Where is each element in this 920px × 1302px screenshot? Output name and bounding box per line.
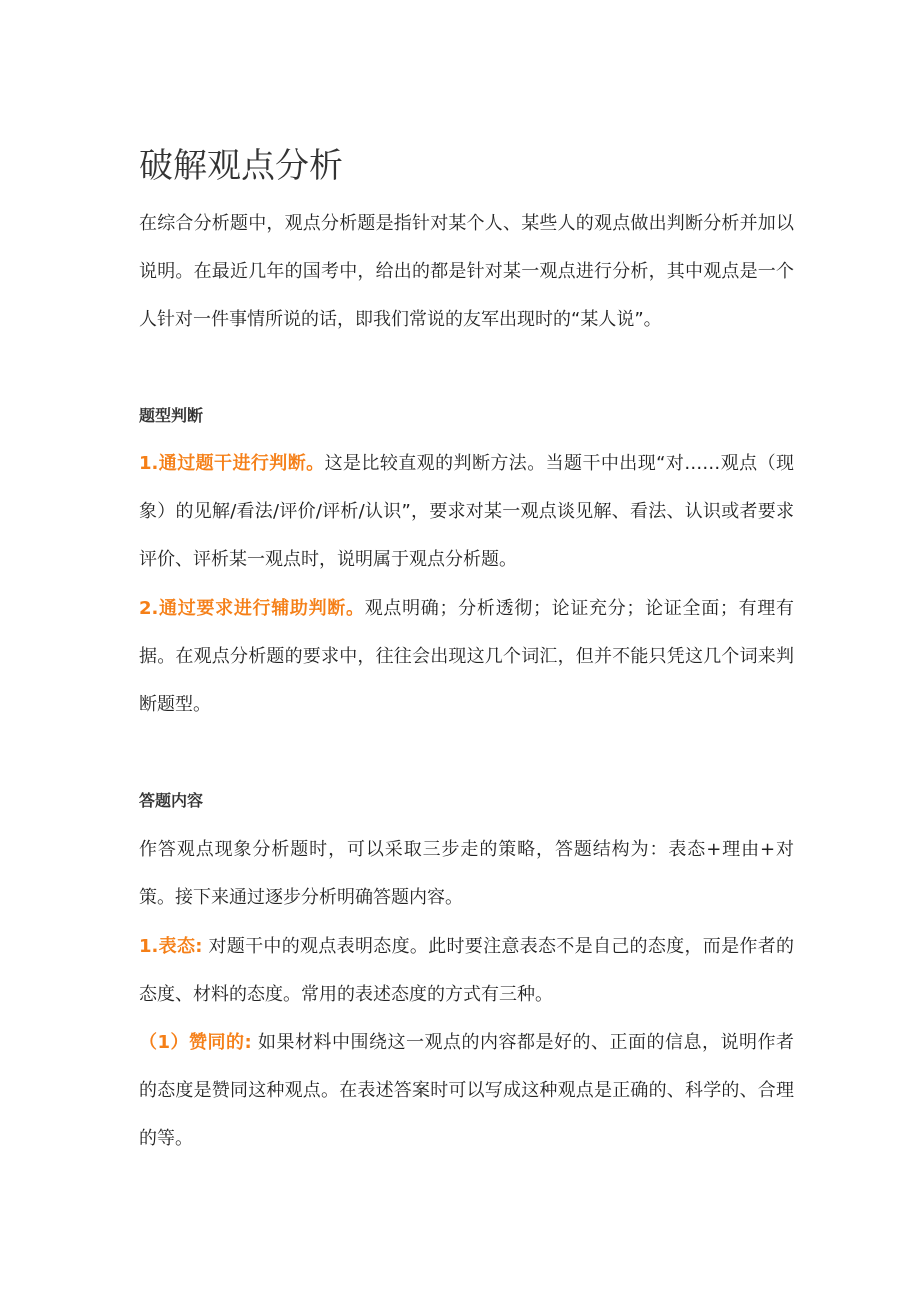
paragraph-agree bbox=[139, 1019, 794, 1163]
paragraph-stance-text: 对题干中的观点表明态度。此时要注意表态不是自己的态度，而是作者的态度、材料的态度。常用的表述态度的方式有三种。 bbox=[139, 936, 795, 1005]
paragraph-judge-by-requirement-text: 观点明确；分析透彻；论证充分；论证全面；有理有据。在观点分析题的要求中，往往会出现这几个词汇，但并不能只凭这几个词来判断题型。 bbox=[139, 598, 794, 715]
paragraph-judge-by-requirement bbox=[139, 585, 794, 729]
highlight-judge-by-requirement: 2.通过要求进行辅助判断。 bbox=[139, 598, 365, 619]
section-heading-answer-content: 答题内容 bbox=[139, 791, 204, 810]
paragraph-stance bbox=[139, 923, 794, 1019]
paragraph-judge-by-stem-text: 这是比较直观的判断方法。当题干中出现“对……观点（现象）的见解/看法/评价/评析/认识”，要求对某一观点谈见解、看法、认识或者要求评价、评析某一观点时，说明属于观点分析题。 bbox=[139, 453, 794, 570]
paragraph-judge-by-stem bbox=[139, 440, 794, 584]
highlight-stance: 1.表态: bbox=[139, 936, 203, 957]
section-heading-question-type: 题型判断 bbox=[139, 406, 204, 425]
paragraph-agree-text: 如果材料中围绕这一观点的内容都是好的、正面的信息，说明作者的态度是赞同这种观点。在表述答案时可以写成这种观点是正确的、科学的、合理的等。 bbox=[139, 1032, 794, 1149]
intro-paragraph: 在综合分析题中，观点分析题是指针对某个人、某些人的观点做出判断分析并加以说明。在最近几年的国考中，给出的都是针对某一观点进行分析，其中观点是一个人针对一件事情所说的话，即我们常说的友军出现时的“某人说”。 bbox=[139, 213, 794, 330]
answer-intro-paragraph: 作答观点现象分析题时，可以采取三步走的策略，答题结构为：表态+理由+对策。接下来通过逐步分析明确答题内容。 bbox=[139, 839, 794, 908]
highlight-judge-by-stem: 1.通过题干进行判断。 bbox=[139, 453, 325, 474]
highlight-agree: （1）赞同的: bbox=[139, 1032, 252, 1053]
page-title: 破解观点分析 bbox=[139, 146, 343, 186]
